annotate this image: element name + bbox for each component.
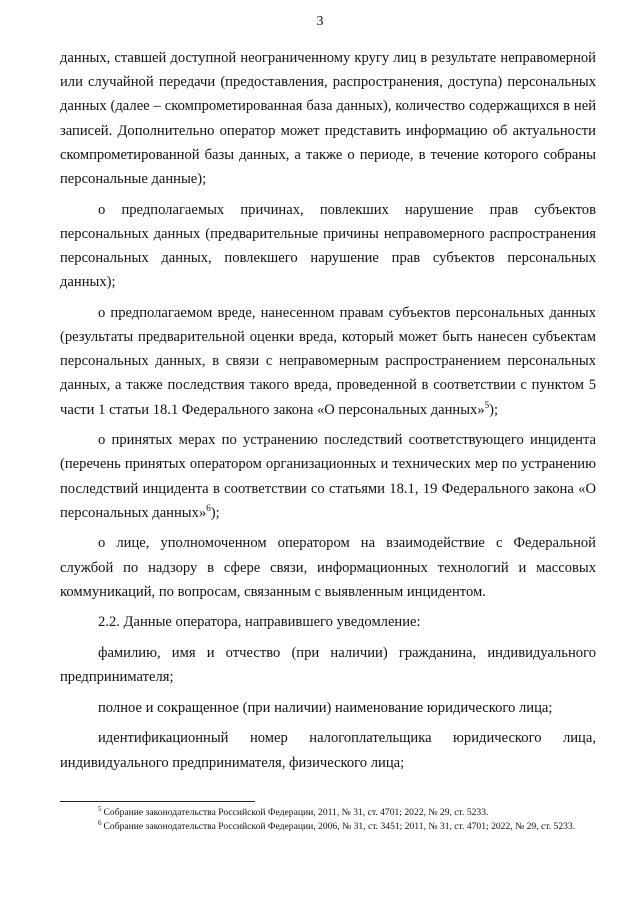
paragraph-text: 2.2. Данные оператора, направившего уведомление: bbox=[98, 614, 421, 631]
paragraph-text: о предполагаемых причинах, повлекших нарушение прав субъектов персональных данных (предварительные причины неправомерного распространения персональных данных, повлекшего нарушение прав субъектов персональных данных); bbox=[60, 201, 596, 291]
paragraph-taxpayer-id bbox=[60, 726, 596, 774]
paragraph-legal-entity-name bbox=[60, 696, 596, 720]
paragraph-text: о лице, уполномоченном оператором на взаимодействие с Федеральной службой по надзору в сфере связи, информационных технологий и массовых коммуникаций, по вопросам, связанным с выявленным инцидентом. bbox=[60, 535, 596, 600]
paragraph-text: полное и сокращенное (при наличии) наименование юридического лица; bbox=[98, 699, 553, 716]
paragraph-text: о предполагаемом вреде, нанесенном правам субъектов персональных данных (результаты предварительной оценки вреда, который может быть нанесен субъектам персональных данных, в связи с неправомерным распространением персональных данных, а также последствия такого вреда, проведенной в соответствии с пунктом 5 части 1 статьи 18.1 Федерального закона «О персональных данных» bbox=[60, 304, 596, 418]
footnote-5 bbox=[60, 806, 596, 819]
paragraph-text: фамилию, имя и отчество (при наличии) гражданина, индивидуального предпринимателя; bbox=[60, 645, 596, 686]
paragraph-authorized-person bbox=[60, 531, 596, 604]
paragraph-text: о принятых мерах по устранению последствий соответствующего инцидента (перечень принятых оператором организационных и технических мер по устранению последствий инцидента в соответствии со статьями 18.1, 19 Федерального закона «О персональных данных» bbox=[60, 432, 596, 521]
paragraph-measures-taken bbox=[60, 428, 596, 525]
page-number: 3 bbox=[316, 14, 324, 29]
footnote-divider bbox=[60, 801, 255, 802]
footnote-reference-6: 6 bbox=[206, 502, 211, 513]
paragraph-presumed-harm bbox=[60, 301, 596, 422]
paragraph-presumed-causes bbox=[60, 198, 596, 295]
paragraph-tail: ); bbox=[489, 401, 499, 418]
paragraph-full-name bbox=[60, 641, 596, 689]
paragraph-section-2-2 bbox=[60, 610, 596, 634]
footnote-text: Собрание законодательства Российской Федерации, 2006, № 31, ст. 3451; 2011, № 31, ст. 4701; 2022, № 29, ст. 5233. bbox=[103, 821, 576, 832]
footnote-text: Собрание законодательства Российской Федерации, 2011, № 31, ст. 4701; 2022, № 29, ст. 5233. bbox=[103, 807, 489, 818]
body-text bbox=[60, 46, 596, 775]
footnotes bbox=[60, 806, 596, 834]
paragraph-text: данных, ставшей доступной неограниченному кругу лиц в результате неправомерной или случайной передачи (предоставления, распространения, доступа) персональных данных (далее – скомпрометированная база данных), количество содержащихся в ней записей. Дополнительно оператор может представить информацию об актуальности скомпрометированной базы данных, а также о периоде, в течение которого собраны персональные данные); bbox=[60, 50, 596, 188]
paragraph-text: идентификационный номер налогоплательщика юридического лица, индивидуального предпринимателя, физического лица; bbox=[60, 730, 596, 771]
footnote-number: 5 bbox=[98, 804, 102, 813]
footnote-reference-5: 5 bbox=[484, 399, 490, 410]
footnote-6 bbox=[60, 820, 596, 833]
paragraph-tail: ); bbox=[210, 504, 220, 521]
paragraph-compromised-database bbox=[60, 46, 596, 191]
footnote-number: 6 bbox=[98, 818, 102, 827]
